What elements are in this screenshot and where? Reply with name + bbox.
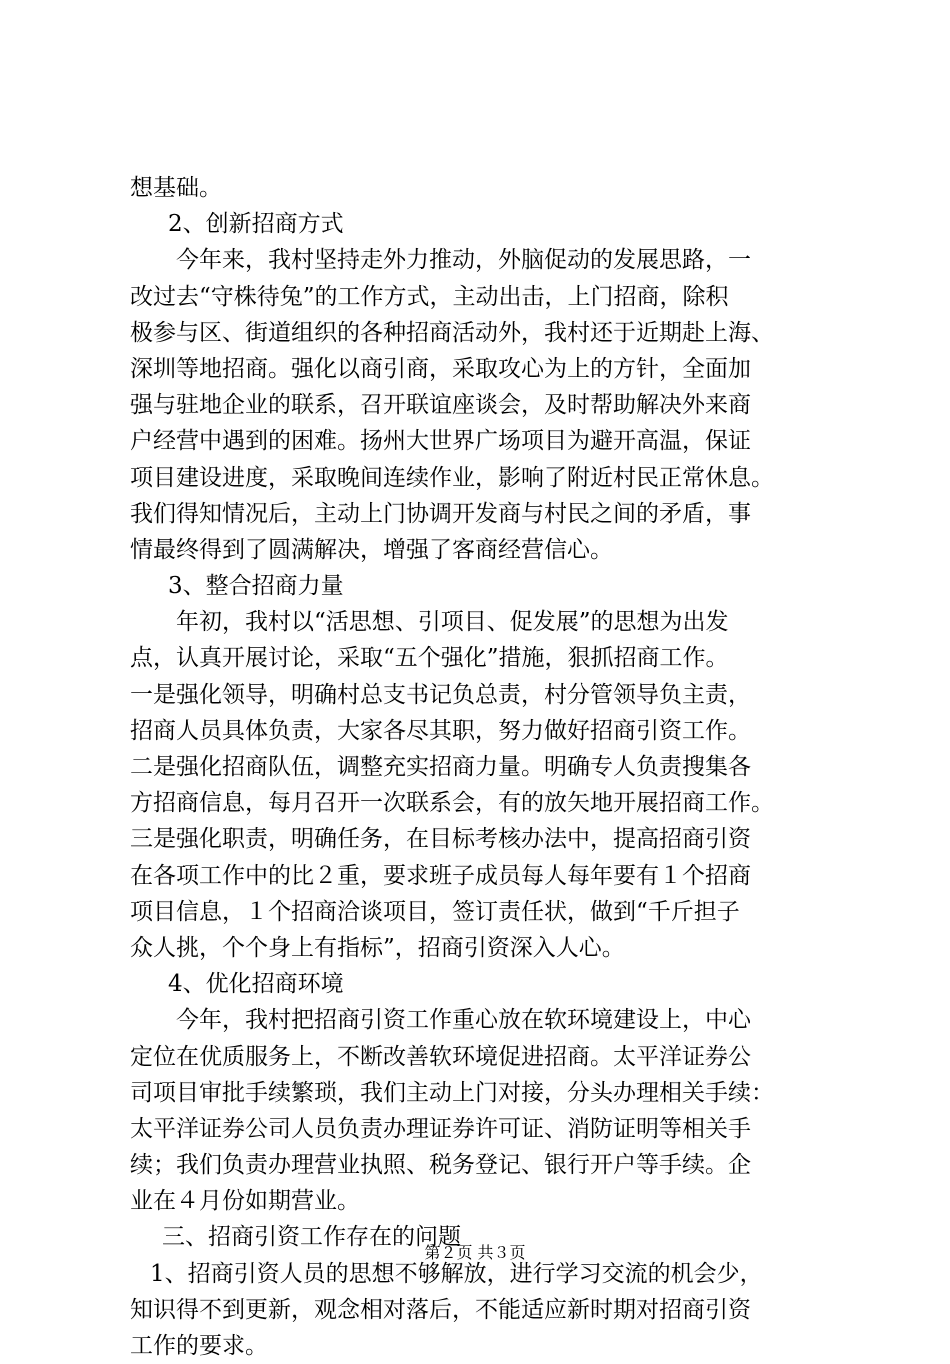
paragraph-line: 项目信息，１个招商洽谈项目，签订责任状，做到“千斤担子 <box>130 898 740 925</box>
document-body <box>130 170 830 1364</box>
paragraph-line: 在各项工作中的比２重，要求班子成员每人每年要有１个招商 <box>130 862 751 889</box>
paragraph-line: 想基础。 <box>130 175 222 201</box>
paragraph-line: 太平洋证券公司人员负责办理证券许可证、消防证明等相关手 <box>130 1115 751 1142</box>
paragraph-line: 众人挑，个个身上有指标”，招商引资深入人心。 <box>130 934 625 961</box>
paragraph-line: 二是强化招商队伍，调整充实招商力量。明确专人负责搜集各 <box>130 754 751 780</box>
page-footer <box>0 1243 950 1263</box>
paragraph-line: 我们得知情况后，主动上门协调开发商与村民之间的矛盾，事 <box>130 500 751 527</box>
paragraph-line: 三是强化职责，明确任务，在目标考核办法中，提高招商引资 <box>130 826 751 853</box>
paragraph-line: 强与驻地企业的联系，召开联谊座谈会，及时帮助解决外来商 <box>130 392 751 419</box>
paragraph-line: 招商人员具体负责，大家各尽其职，努力做好招商引资工作。 <box>130 717 751 744</box>
page-number-label: 第２页 共３页 <box>424 1243 526 1262</box>
paragraph-line: 工作的要求。 <box>130 1333 268 1359</box>
paragraph-line: 极参与区、街道组织的各种招商活动外，我村还于近期赴上海、 <box>130 319 774 346</box>
paragraph-line: 1、招商引资人员的思想不够解放，进行学习交流的机会少， <box>150 1260 763 1287</box>
paragraph-line: 今年，我村把招商引资工作重心放在软环境建设上，中心 <box>176 1007 751 1034</box>
paragraph-line: 改过去“守株待兔”的工作方式，主动出击，上门招商，除积 <box>130 283 729 310</box>
paragraph-line: 年初，我村以“活思想、引项目、促发展”的思想为出发 <box>176 609 729 636</box>
paragraph-line: 司项目审批手续繁琐，我们主动上门对接，分头办理相关手续： <box>130 1079 774 1106</box>
paragraph-line: 点，认真开展讨论，采取“五个强化”措施，狠抓招商工作。 <box>130 645 729 672</box>
section-heading: 4、优化招商环境 <box>168 971 344 998</box>
section-heading: 三、招商引资工作存在的问题 <box>162 1224 461 1251</box>
paragraph-line: 项目建设进度，采取晚间连续作业，影响了附近村民正常休息。 <box>130 464 774 491</box>
paragraph-line: 知识得不到更新，观念相对落后，不能适应新时期对招商引资 <box>130 1296 751 1323</box>
paragraph-line: 深圳等地招商。强化以商引商，采取攻心为上的方针，全面加 <box>130 355 751 382</box>
paragraph-line: 一是强化领导，明确村总支书记负总责，村分管领导负主责， <box>130 681 751 708</box>
section-heading: 3、整合招商力量 <box>168 573 344 600</box>
paragraph-line: 续；我们负责办理营业执照、税务登记、银行开户等手续。企 <box>130 1152 751 1179</box>
section-heading: 2、创新招商方式 <box>168 211 344 238</box>
paragraph-line: 方招商信息，每月召开一次联系会，有的放矢地开展招商工作。 <box>130 790 774 817</box>
paragraph-line: 业在４月份如期营业。 <box>130 1188 360 1215</box>
paragraph-line: 今年来，我村坚持走外力推动，外脑促动的发展思路，一 <box>176 247 751 274</box>
paragraph-line: 情最终得到了圆满解决，增强了客商经营信心。 <box>130 536 613 563</box>
paragraph-line: 户经营中遇到的困难。扬州大世界广场项目为避开高温，保证 <box>130 428 751 455</box>
paragraph-line: 定位在优质服务上，不断改善软环境促进招商。太平洋证券公 <box>130 1043 751 1070</box>
